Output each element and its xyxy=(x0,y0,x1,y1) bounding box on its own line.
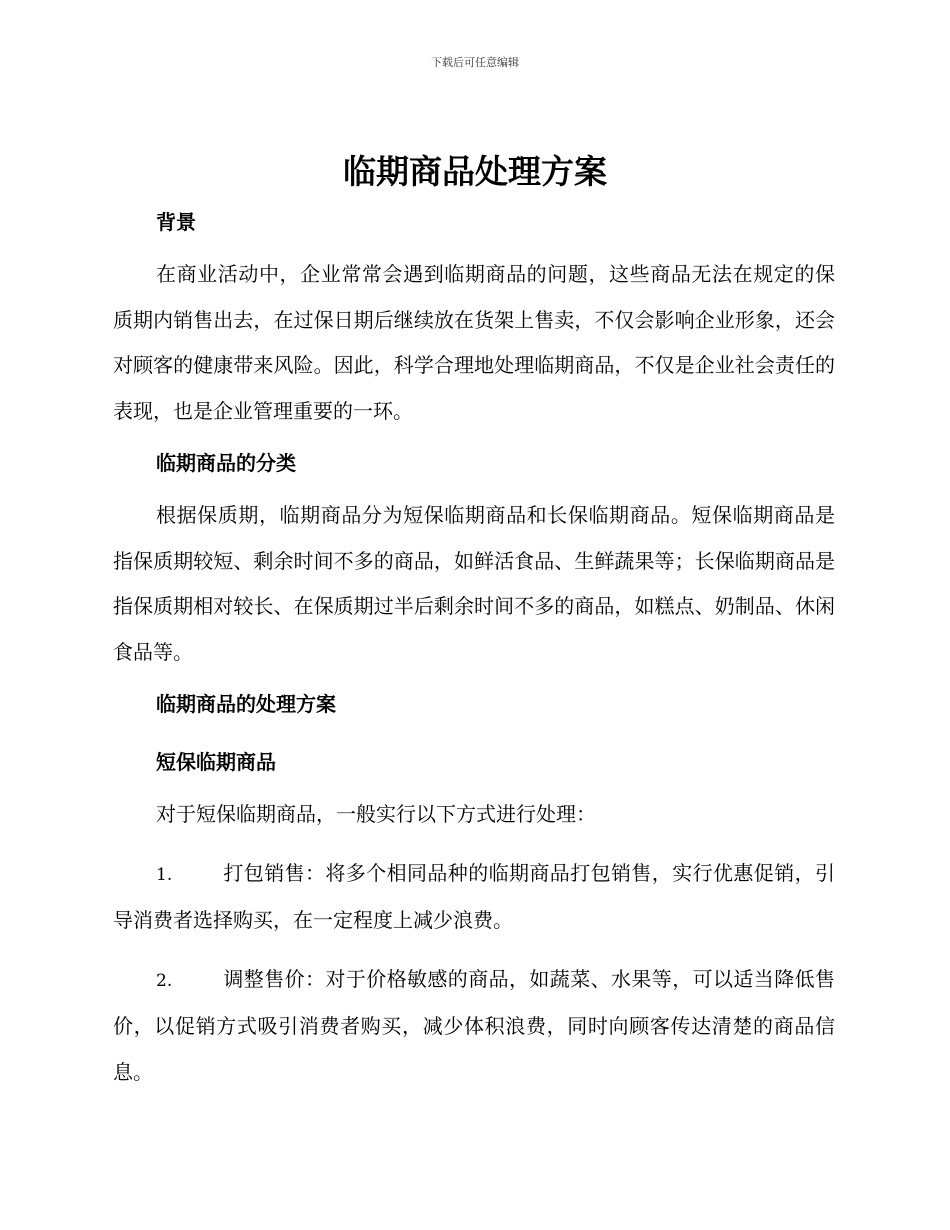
list-item-text: 调整售价：对于价格敏感的商品，如蔬菜、水果等，可以适当降低售价，以促销方式吸引消费者购买，减少体积浪费，同时向顾客传达清楚的商品信息。 xyxy=(113,966,835,1084)
list-item-number: 2. xyxy=(156,970,173,991)
paragraph-background: 在商业活动中，企业常常会遇到临期商品的问题，这些商品无法在规定的保质期内销售出去，在过保日期后继续放在货架上售卖，不仅会影响企业形象，还会对顾客的健康带来风险。因此，科学合理地处理临期商品，不仅是企业社会责任的表现，也是企业管理重要的一环。 xyxy=(113,262,835,423)
subheading-short-shelf-life: 短保临期商品 xyxy=(156,750,276,774)
paragraph-plan-intro: 对于短保临期商品，一般实行以下方式进行处理： xyxy=(156,802,596,826)
page-header-note: 下载后可任意编辑 xyxy=(431,56,519,69)
heading-background: 背景 xyxy=(156,210,196,234)
paragraph-classification: 根据保质期，临期商品分为短保临期商品和长保临期商品。短保临期商品是指保质期较短、剩余时间不多的商品，如鲜活食品、生鲜蔬果等；长保临期商品是指保质期相对较长、在保质期过半后剩余时间不多的商品，如糕点、奶制品、休闲食品等。 xyxy=(113,503,835,664)
heading-plan: 临期商品的处理方案 xyxy=(156,692,336,716)
document-title: 临期商品处理方案 xyxy=(343,152,607,191)
list-item xyxy=(113,851,835,944)
heading-classification: 临期商品的分类 xyxy=(156,451,296,475)
list-item-number: 1. xyxy=(156,864,173,885)
list-item-text: 打包销售：将多个相同品种的临期商品打包销售，实行优惠促销，引导消费者选择购买，在一定程度上减少浪费。 xyxy=(113,860,835,932)
list-item xyxy=(113,957,835,1096)
document-body xyxy=(113,205,835,1095)
